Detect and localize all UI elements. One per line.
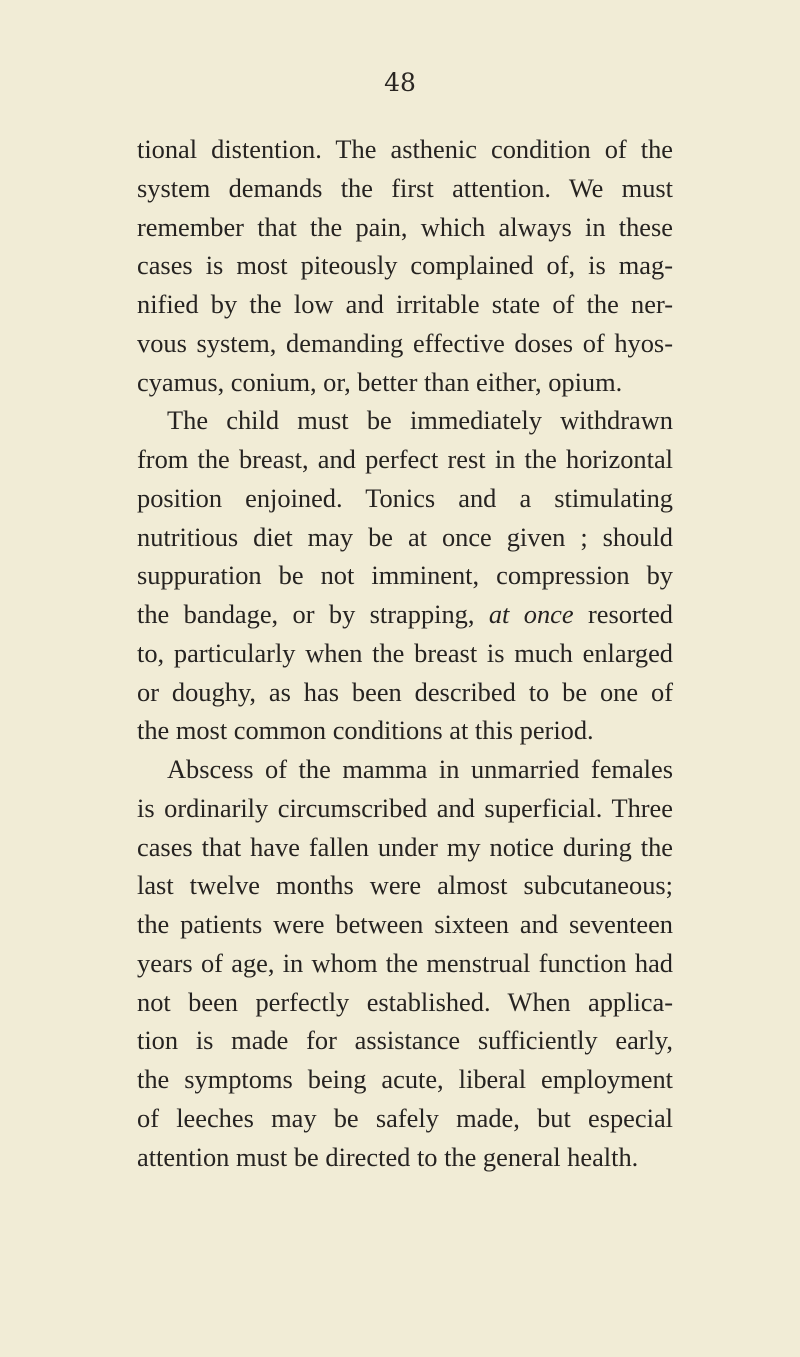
- text-line: suppuration be not imminent, compression by: [137, 560, 673, 591]
- text-line: nified by the low and irritable state of the ner-: [137, 289, 673, 319]
- text-line: is ordinarily circumscribed and superficial. Three: [137, 792, 673, 823]
- text-line: attention must be directed to the general health.: [137, 1141, 639, 1172]
- paragraph-start-line: The child must be immediately withdrawn: [167, 405, 673, 436]
- text-line: the symptoms being acute, liberal employment: [137, 1064, 673, 1094]
- text-line: remember that the pain, which always in these: [137, 211, 673, 242]
- text-line: cyamus, conium, or, better than either, opium.: [137, 366, 623, 397]
- text-line: from the breast, and perfect rest in the horizontal: [137, 444, 673, 474]
- text-line: the patients were between sixteen and seventeen: [137, 909, 673, 939]
- text-line: vous system, demanding effective doses of hyos-: [137, 327, 673, 358]
- page-number: 48: [384, 68, 416, 97]
- text-line: position enjoined. Tonics and a stimulating: [137, 482, 673, 513]
- text-line: last twelve months were almost subcutaneous;: [137, 870, 673, 901]
- text-line: cases that have fallen under my notice during the: [137, 831, 673, 862]
- text-segment: the bandage, or by strapping,: [137, 599, 489, 629]
- text-line: tion is made for assistance sufficiently early,: [137, 1025, 673, 1056]
- text-line: to, particularly when the breast is much enlarged: [137, 637, 673, 668]
- text-line: the most common conditions at this period.: [137, 715, 594, 746]
- text-line: of leeches may be safely made, but especial: [137, 1102, 673, 1133]
- text-segment: resorted: [573, 599, 673, 629]
- text-line-with-italic: [137, 595, 673, 634]
- text-line: nutritious diet may be at once given ; should: [137, 521, 673, 552]
- text-line: or doughy, as has been described to be one of: [137, 676, 673, 707]
- body-text: [137, 130, 673, 1176]
- text-line: cases is most piteously complained of, is mag-: [137, 250, 673, 281]
- text-line: system demands the first attention. We must: [137, 172, 673, 203]
- text-line: years of age, in whom the menstrual function had: [137, 947, 673, 978]
- text-line: tional distention. The asthenic condition of the: [137, 134, 673, 164]
- text-line: not been perfectly established. When applica-: [137, 986, 673, 1017]
- paragraph-start-line: Abscess of the mamma in unmarried females: [167, 754, 673, 784]
- italic-emphasis: at once: [488, 599, 574, 629]
